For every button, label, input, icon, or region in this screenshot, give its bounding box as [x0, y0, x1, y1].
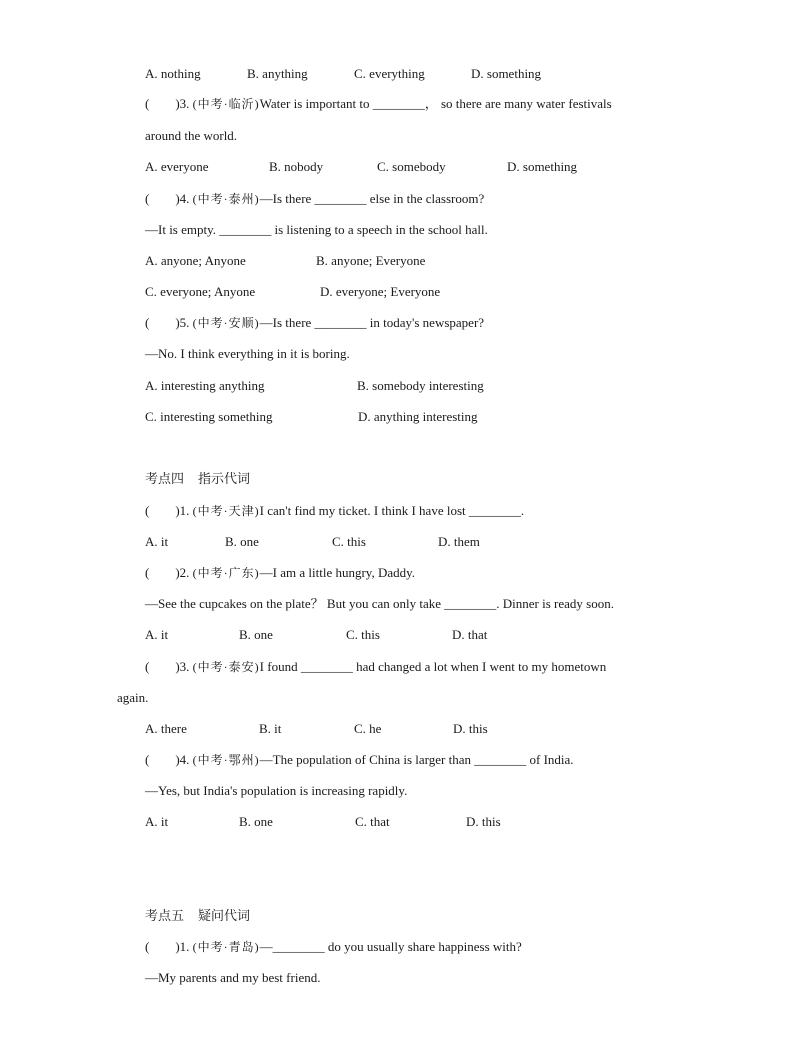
option-c: C. that	[355, 814, 390, 829]
section-label: 考点四	[145, 471, 185, 486]
option-a: A. everyone	[145, 159, 209, 174]
answer-blank-paren: ( )	[145, 939, 180, 954]
question-number: 1.	[179, 503, 193, 518]
option-a: A. nothing	[145, 66, 201, 81]
question-source: (中考·鄂州)	[192, 753, 260, 767]
option-c: C. interesting something	[145, 409, 273, 424]
question-3-continuation: again.	[117, 690, 149, 705]
option-b: B. nobody	[269, 159, 324, 174]
question-source: (中考·泰安)	[192, 660, 260, 674]
option-b: B. anything	[247, 66, 308, 81]
option-c: C. this	[346, 627, 380, 642]
question-text: —Is there ________ in today's newspaper?	[259, 315, 485, 330]
section-title: 指示代词	[198, 471, 251, 486]
question-text: —I am a little hungry, Daddy.	[259, 565, 416, 580]
option-b: B. it	[259, 721, 282, 736]
option-c: C. everyone; Anyone	[145, 284, 256, 299]
answer-blank-paren: ( )	[145, 659, 180, 674]
question-source: (中考·安顺)	[192, 316, 260, 330]
question-source: (中考·临沂)	[192, 97, 260, 111]
question-source: (中考·青岛)	[192, 940, 260, 954]
option-a: A. interesting anything	[145, 378, 265, 393]
question-number: 1.	[179, 939, 193, 954]
answer-blank-paren: ( )	[145, 565, 180, 580]
question-source: (中考·泰州)	[192, 192, 260, 206]
question-number: 4.	[179, 191, 193, 206]
question-text: I found ________ had changed a lot when I went to my hometown	[259, 659, 607, 674]
question-text: I can't find my ticket. I think I have lost ________.	[259, 503, 525, 518]
question-3-stem	[145, 96, 612, 112]
question-number: 3.	[179, 659, 193, 674]
question-3-continuation: around the world.	[145, 128, 238, 143]
question-1-continuation: —My parents and my best friend.	[145, 970, 321, 985]
option-a: A. it	[145, 627, 169, 642]
question-4-continuation: —It is empty. ________ is listening to a speech in the school hall.	[145, 222, 488, 237]
option-b: B. one	[239, 814, 273, 829]
section-heading	[145, 908, 250, 924]
answer-blank-paren: ( )	[145, 96, 180, 111]
question-source: (中考·天津)	[192, 504, 260, 518]
option-c: C. he	[354, 721, 382, 736]
option-c: C. this	[332, 534, 366, 549]
question-text: —The population of China is larger than ________ of India.	[259, 752, 574, 767]
option-b: B. one	[225, 534, 259, 549]
option-a: A. it	[145, 814, 169, 829]
question-text: —Is there ________ else in the classroom?	[259, 191, 485, 206]
question-5-continuation: —No. I think everything in it is boring.	[145, 346, 350, 361]
question-4-stem	[145, 191, 484, 207]
option-d: D. anything interesting	[358, 409, 478, 424]
question-number: 4.	[179, 752, 193, 767]
option-b: B. somebody interesting	[357, 378, 484, 393]
question-3-stem	[145, 659, 606, 675]
answer-blank-paren: ( )	[145, 191, 180, 206]
option-a: A. anyone; Anyone	[145, 253, 246, 268]
section-heading	[145, 471, 250, 487]
option-d: D. something	[507, 159, 578, 174]
question-number: 2.	[179, 565, 193, 580]
answer-blank-paren: ( )	[145, 315, 180, 330]
question-1-stem	[145, 939, 522, 955]
option-c: C. everything	[354, 66, 425, 81]
option-d: D. them	[438, 534, 480, 549]
answer-blank-paren: ( )	[145, 503, 180, 518]
option-d: D. this	[453, 721, 488, 736]
option-b: B. anyone; Everyone	[316, 253, 426, 268]
question-text: Water is important to ________， so there are many water festivals	[259, 96, 612, 111]
question-2-stem	[145, 565, 415, 581]
option-c: C. somebody	[377, 159, 446, 174]
option-a: A. it	[145, 534, 169, 549]
section-title: 疑问代词	[198, 908, 251, 923]
question-2-continuation: —See the cupcakes on the plate？ But you can only take ________. Dinner is ready soon.	[145, 596, 614, 611]
question-text: —________ do you usually share happiness with?	[259, 939, 522, 954]
option-d: D. everyone; Everyone	[320, 284, 441, 299]
option-a: A. there	[145, 721, 187, 736]
question-4-continuation: —Yes, but India's population is increasing rapidly.	[145, 783, 408, 798]
question-1-stem	[145, 503, 524, 519]
question-number: 5.	[179, 315, 193, 330]
option-d: D. that	[452, 627, 488, 642]
option-d: D. something	[471, 66, 542, 81]
section-label: 考点五	[145, 908, 185, 923]
question-source: (中考·广东)	[192, 566, 260, 580]
question-5-stem	[145, 315, 484, 331]
option-d: D. this	[466, 814, 501, 829]
question-4-stem	[145, 752, 574, 768]
question-number: 3.	[179, 96, 193, 111]
answer-blank-paren: ( )	[145, 752, 180, 767]
option-b: B. one	[239, 627, 273, 642]
